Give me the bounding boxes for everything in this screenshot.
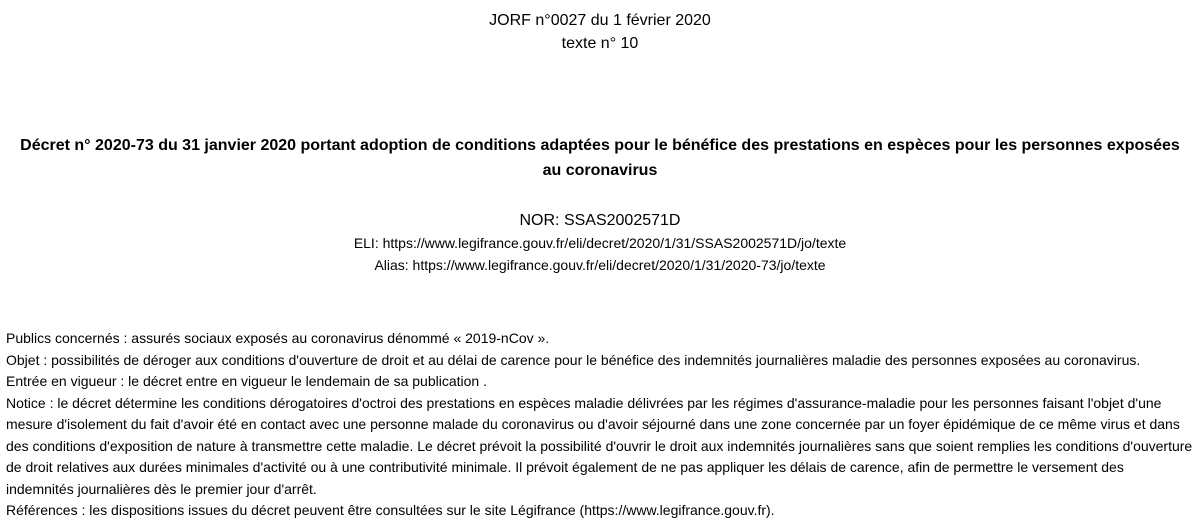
texte-number: texte n° 10 <box>561 35 639 52</box>
publics-concernes: Publics concernés : assurés sociaux exposés au coronavirus dénommé « 2019-nCov ». <box>6 330 550 346</box>
references: Références : les dispositions issues du décret peuvent être consultées sur le site Légifrance (https://www.legifrance.gouv.fr). <box>6 502 775 518</box>
objet: Objet : possibilités de déroger aux conditions d'ouverture de droit et au délai de carence pour le bénéfice des indemnités journalières maladie des personnes exposées au coronavirus. <box>6 351 1141 368</box>
alias-link: Alias: https://www.legifrance.gouv.fr/eli/decret/2020/1/31/2020-73/jo/texte <box>374 257 826 273</box>
decree-title: Décret n° 2020-73 du 31 janvier 2020 portant adoption de conditions adaptées pour le bénéfice des prestations en espèces pour les personnes exposées au coronavirus <box>20 137 1180 179</box>
jorf-header <box>0 9 1200 55</box>
nor-identifier: NOR: SSAS2002571D <box>519 212 681 229</box>
entree-en-vigueur: Entrée en vigueur : le décret entre en vigueur le lendemain de sa publication . <box>6 373 487 389</box>
jorf-number: JORF n°0027 du 1 février 2020 <box>489 12 711 29</box>
notice-text: Notice : le décret détermine les conditions dérogatoires d'octroi des prestations en espèces maladie délivrées par les régimes d'assurance-maladie pour les personnes faisant l'objet d'une mesure d'isolement du fait d'avoir été en contact avec une personne malade du coronavirus ou d'avoir séjourné dans une zone concernée par un foyer épidémique de ce même virus et dans des conditions d'exposition de nature à transmettre cette maladie. Le décret prévoit la possibilité d'ouvrir le droit aux indemnités journalières sans que soient remplies les conditions d'ouverture de droit relatives aux durées minimales d'activité ou à une contributivité minimale. Il prévoit également de ne pas appliquer les délais de carence, afin de permettre le versement des indemnités journalières dès le premier jour d'arrêt. <box>6 394 1193 497</box>
notice-section <box>6 328 1194 522</box>
eli-link: ELI: https://www.legifrance.gouv.fr/eli/decret/2020/1/31/SSAS2002571D/jo/texte <box>353 235 847 251</box>
